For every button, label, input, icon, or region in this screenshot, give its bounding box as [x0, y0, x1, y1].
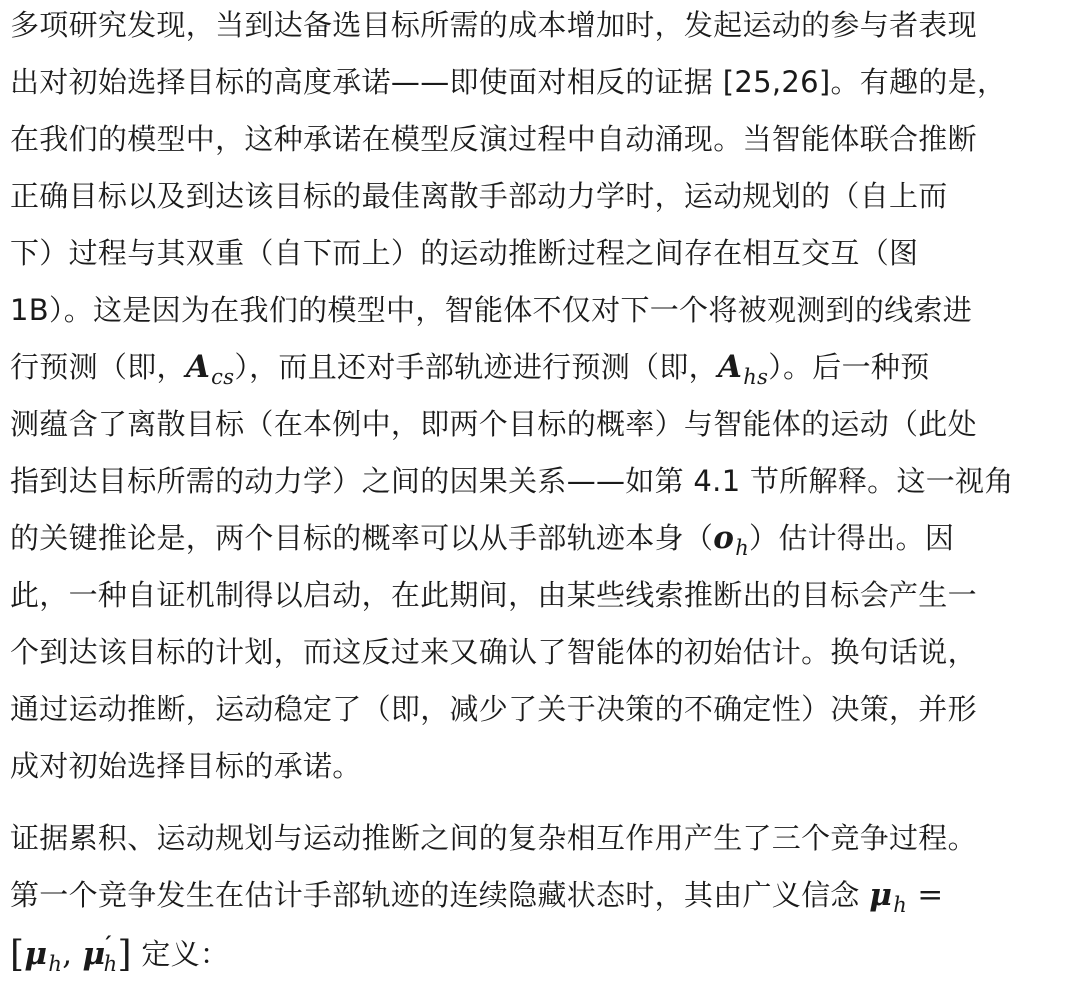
math-prime: ′: [105, 932, 112, 958]
text-line: 测蕴含了离散目标（在本例中，即两个目标的概率）与智能体的运动（此处: [10, 407, 977, 441]
math-var: A: [717, 349, 743, 385]
math-var: A: [185, 349, 211, 385]
text-line: 个到达该目标的计划，而这反过来又确认了智能体的初始估计。换句话说，: [10, 635, 977, 669]
text-line: 出对初始选择目标的高度承诺——即使面对相反的证据 [25,26]。有趣的是，: [10, 65, 1007, 99]
text-line: 在我们的模型中，这种承诺在模型反演过程中自动涌现。当智能体联合推断: [10, 122, 977, 156]
text-line: 此，一种自证机制得以启动，在此期间，由某些线索推断出的目标会产生一: [10, 578, 977, 612]
text-segment: ）估计得出。因: [749, 521, 955, 555]
math-symbol-A-cs: [185, 349, 235, 389]
math-subscript: h: [103, 952, 118, 976]
math-equals: =: [907, 877, 944, 913]
math-subscript: cs: [211, 365, 235, 389]
text-segment: 行预测（即，: [10, 350, 186, 384]
math-symbol-mu-h: [24, 936, 63, 976]
math-var: o: [713, 520, 735, 556]
text-line: 指到达目标所需的动力学）之间的因果关系——如第 4.1 节所解释。这一视角: [10, 464, 1014, 498]
math-symbol-A-hs: [717, 349, 769, 389]
math-var: μ: [869, 877, 893, 913]
text-segment: 定义：: [131, 937, 230, 971]
math-subscript: h: [48, 952, 63, 976]
math-subscript: hs: [743, 365, 769, 389]
math-symbol-mu-prime-h: [82, 932, 118, 976]
text-line-with-math: [10, 867, 977, 924]
math-symbol-mu-h: [869, 877, 908, 917]
text-segment: 的关键推论是，两个目标的概率可以从手部轨迹本身（: [10, 521, 714, 555]
paragraph-1: [10, 0, 1014, 795]
text-segment: ）。后一种预: [768, 350, 930, 384]
text-line: 正确目标以及到达该目标的最佳离散手部动力学时，运动规划的（自上而: [10, 179, 948, 213]
math-var: μ: [24, 936, 48, 972]
math-subscript: h: [893, 893, 908, 917]
text-line: 下）过程与其双重（自下而上）的运动推断过程之间存在相互交互（图: [10, 236, 919, 270]
text-line-with-math: [10, 924, 977, 981]
math-close-bracket: ]: [117, 934, 132, 975]
text-line: 1B）。这是因为在我们的模型中，智能体不仅对下一个将被观测到的线索进: [10, 293, 973, 327]
math-subscript: h: [735, 536, 750, 560]
text-line: 多项研究发现，当到达备选目标所需的成本增加时，发起运动的参与者表现: [10, 8, 977, 42]
text-segment: 第一个竞争发生在估计手部轨迹的连续隐藏状态时，其由广义信念: [10, 878, 870, 912]
text-line-with-math: [10, 339, 1014, 396]
math-symbol-o-h: [713, 520, 750, 560]
math-comma: ,: [62, 936, 83, 972]
math-open-bracket: [: [10, 934, 25, 975]
text-line-with-math: [10, 510, 1014, 567]
text-line: 成对初始选择目标的承诺。: [10, 749, 362, 783]
math-var: μ: [82, 936, 106, 972]
paragraph-2: [10, 810, 977, 981]
text-line: 证据累积、运动规划与运动推断之间的复杂相互作用产生了三个竞争过程。: [10, 821, 977, 855]
text-segment: ），而且还对手部轨迹进行预测（即，: [234, 350, 718, 384]
text-line: 通过运动推断，运动稳定了（即，减少了关于决策的不确定性）决策，并形: [10, 692, 977, 726]
